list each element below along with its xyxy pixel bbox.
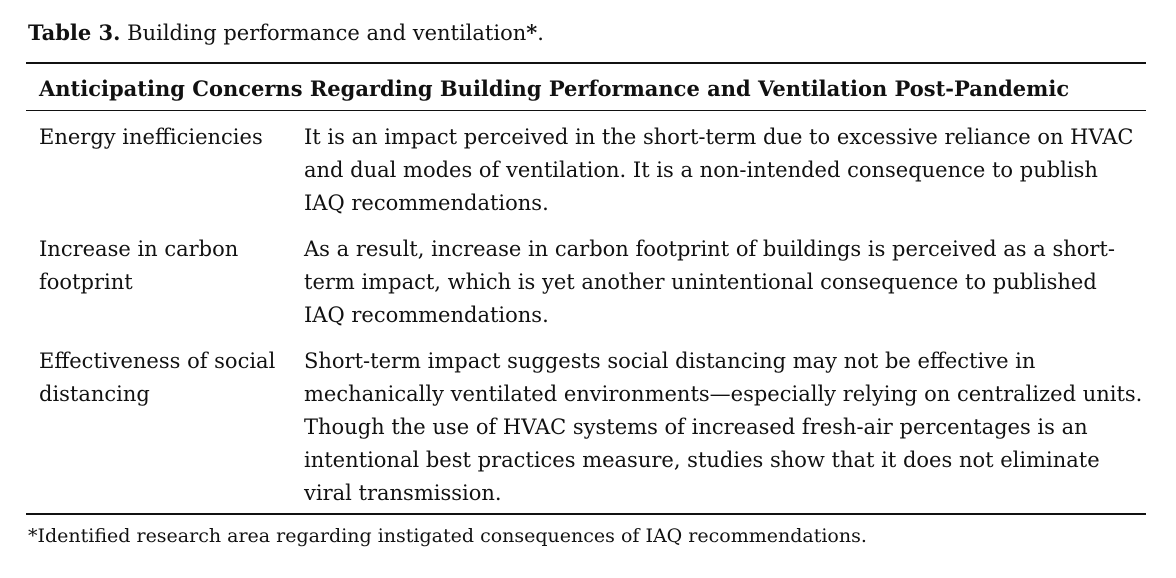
table-header-rule <box>26 110 1146 111</box>
row-term: Increase in carbon footprint <box>39 237 239 294</box>
caption-asterisk: * <box>526 20 538 45</box>
row-term: Effectiveness of social distancing <box>39 349 276 406</box>
table-top-rule <box>26 62 1146 64</box>
row-description: Short-term impact suggests social distancing may not be effective in mechanically ventilated environments—especially relying on centralized units. Though the use of HVAC systems of increased fresh-air percentages is an intentional best practices measure, studies show that it does not eliminate viral transmission. <box>304 349 1143 505</box>
row-description: As a result, increase in carbon footprint of buildings is perceived as a short-term impact, which is yet another unintentional consequence to published IAQ recommendations. <box>304 237 1115 327</box>
table-caption <box>28 18 544 48</box>
table-header: Anticipating Concerns Regarding Building Performance and Ventilation Post-Pandemic <box>39 76 1070 101</box>
table-bottom-rule <box>26 513 1146 515</box>
table-footnote: *Identified research area regarding instigated consequences of IAQ recommendations. <box>28 525 867 547</box>
row-term: Energy inefficiencies <box>39 125 263 149</box>
row-description: It is an impact perceived in the short-term due to excessive reliance on HVAC and dual modes of ventilation. It is a non-intended consequence to publish IAQ recommendations. <box>304 125 1134 215</box>
table-label: Table 3. <box>28 20 121 45</box>
table-title: Building performance and ventilation <box>120 21 527 45</box>
caption-period: . <box>537 21 544 45</box>
